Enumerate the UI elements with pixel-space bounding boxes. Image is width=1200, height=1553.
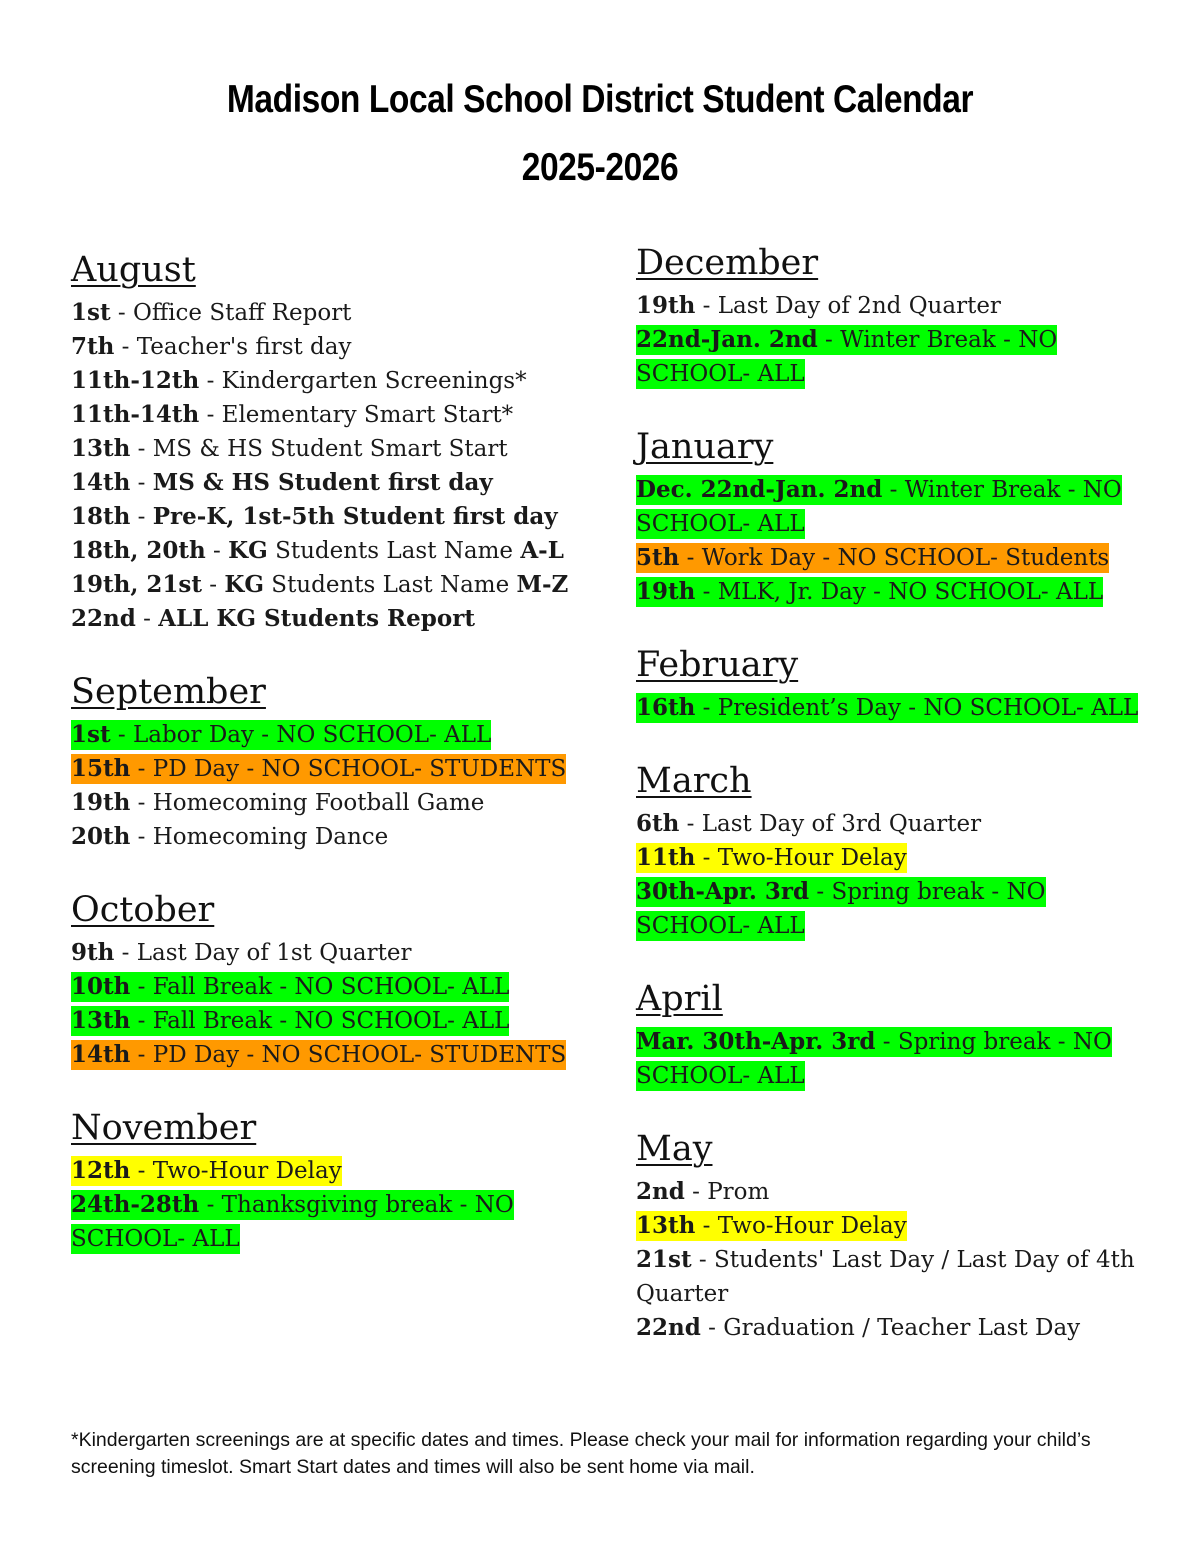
event-date: 9th [71,939,115,966]
month-march [636,759,1156,943]
calendar-event [71,1038,571,1072]
calendar-event [636,575,1156,609]
event-text: - [135,606,159,632]
event-text: - Winter Break - NO SCHOOL- ALL [636,327,1058,387]
calendar-event [71,1154,571,1188]
month-heading: March [636,761,752,801]
event-text: - PD Day - NO SCHOOL- STUDENTS [130,1042,567,1068]
month-heading: April [636,979,723,1019]
event-date: 19th [636,578,696,605]
event-date: 13th [71,435,131,462]
calendar-event [636,541,1156,575]
event-date: 22nd-Jan. 2nd [636,326,818,353]
event-text: - Homecoming Dance [130,824,389,850]
month-november [71,1106,571,1256]
event-text: - Two-Hour Delay [130,1158,342,1184]
calendar-event [71,752,571,786]
event-text: - Spring break - NO SCHOOL- ALL [636,879,1046,939]
calendar-event [636,875,1156,943]
event-date: 10th [71,973,131,1000]
event-text: - [130,504,153,530]
event-date: 22nd [636,1314,701,1341]
event-text: - Last Day of 3rd Quarter [679,811,982,837]
month-heading: September [71,672,266,712]
event-date: 19th [71,789,131,816]
calendar-event [71,1188,571,1256]
month-heading: November [71,1108,257,1148]
right-column [636,241,1156,1379]
event-date: 21st [636,1246,692,1273]
event-date: 15th [71,755,131,782]
calendar-event [71,820,571,854]
calendar-event [636,473,1156,541]
event-date: 20th [71,823,131,850]
calendar-event [71,786,571,820]
calendar-event [71,602,571,636]
month-heading: December [636,243,819,283]
event-text: - PD Day - NO SCHOOL- STUDENTS [130,756,567,782]
calendar-event [71,500,571,534]
month-december [636,241,1156,391]
calendar-event [636,1175,1156,1209]
event-text: - Work Day - NO SCHOOL- Students [679,545,1110,571]
school-year: 2025-2026 [521,146,679,189]
month-september [71,670,571,854]
event-text: - [130,470,153,496]
event-text: - Fall Break - NO SCHOOL- ALL [130,1008,510,1034]
footnote: *Kindergarten screenings are at specific dates and times. Please check your mail for information regarding your child’s screening timeslot. Smart Start dates and times will also be sent home via mail. [71,1429,1091,1478]
calendar-event [71,568,571,602]
calendar-event [71,296,571,330]
event-text: - [201,572,225,598]
event-text: - President’s Day - NO SCHOOL- ALL [695,695,1139,721]
event-text: - Elementary Smart Start* [199,402,514,428]
event-text: Students Last Name [267,538,521,564]
event-date: 18th, 20th [71,537,206,564]
event-text: - Homecoming Football Game [130,790,485,816]
month-heading: February [636,645,799,685]
calendar-event [71,970,571,1004]
event-text: - Last Day of 1st Quarter [114,940,412,966]
event-text: - Labor Day - NO SCHOOL- ALL [110,722,492,748]
event-date: 11th-12th [71,367,200,394]
event-text: - Students' Last Day / Last Day of 4th Quarter [636,1247,1135,1307]
page-title: Madison Local School District Student Calendar [226,78,974,121]
event-text: - Two-Hour Delay [695,845,907,871]
event-text: - Two-Hour Delay [695,1213,907,1239]
event-date: 7th [71,333,115,360]
event-text: - Thanksgiving break - NO SCHOOL- ALL [71,1192,514,1252]
event-date: 13th [636,1212,696,1239]
event-text: - Teacher's first day [114,334,352,360]
event-text: - Office Staff Report [110,300,352,326]
month-january [636,425,1156,609]
event-date: 11th [636,844,696,871]
event-date: Mar. 30th-Apr. 3rd [636,1028,876,1055]
event-date: 13th [71,1007,131,1034]
calendar-event [71,718,571,752]
calendar-event [636,1209,1156,1243]
event-date: 22nd [71,605,136,632]
event-date: 16th [636,694,696,721]
calendar-event [636,1025,1156,1093]
calendar-event [636,323,1156,391]
event-text: - Last Day of 2nd Quarter [695,293,1001,319]
calendar-event [636,807,1156,841]
event-date: 1st [71,721,111,748]
event-text: ALL KG Students Report [158,605,475,632]
month-heading: January [636,427,774,467]
month-august [71,248,571,636]
event-text: M-Z [516,571,569,598]
calendar-event [71,330,571,364]
event-text: - Kindergarten Screenings* [199,368,527,394]
event-text: - Prom [684,1179,770,1205]
event-text: Students Last Name [264,572,517,598]
calendar-event [71,364,571,398]
calendar-event [71,432,571,466]
event-text: KG [224,571,264,598]
calendar-event [636,1311,1156,1345]
calendar-event [636,289,1156,323]
calendar-event [71,398,571,432]
event-text: - [205,538,229,564]
event-date: 5th [636,544,680,571]
calendar-event [636,1243,1156,1311]
event-date: 19th, 21st [71,571,202,598]
event-date: 19th [636,292,696,319]
event-date: 14th [71,469,131,496]
event-text: - Spring break - NO SCHOOL- ALL [636,1029,1112,1089]
calendar-event [71,466,571,500]
event-text: - Winter Break - NO SCHOOL- ALL [636,477,1122,537]
left-column [71,248,571,1290]
event-date: 24th-28th [71,1191,200,1218]
event-date: 14th [71,1041,131,1068]
event-date: 12th [71,1157,131,1184]
event-text: - Graduation / Teacher Last Day [700,1315,1081,1341]
month-heading: August [71,250,196,290]
event-date: 6th [636,810,680,837]
month-october [71,888,571,1072]
event-text: KG [228,537,268,564]
event-text: MS & HS Student first day [152,469,493,496]
event-date: 30th-Apr. 3rd [636,878,810,905]
event-text: - Fall Break - NO SCHOOL- ALL [130,974,510,1000]
calendar-event [71,534,571,568]
calendar-event [636,691,1156,725]
event-text: - MLK, Jr. Day - NO SCHOOL- ALL [695,579,1104,605]
event-date: 2nd [636,1178,685,1205]
month-may [636,1127,1156,1345]
event-date: Dec. 22nd-Jan. 2nd [636,476,883,503]
calendar-event [71,936,571,970]
event-date: 18th [71,503,131,530]
month-april [636,977,1156,1093]
calendar-event [636,841,1156,875]
event-date: 1st [71,299,111,326]
month-february [636,643,1156,725]
month-heading: October [71,890,215,930]
event-text: Pre-K, 1st-5th Student first day [152,503,558,530]
event-date: 11th-14th [71,401,200,428]
event-text: - MS & HS Student Smart Start [130,436,508,462]
calendar-event [71,1004,571,1038]
event-text: A-L [520,537,564,564]
month-heading: May [636,1129,713,1169]
